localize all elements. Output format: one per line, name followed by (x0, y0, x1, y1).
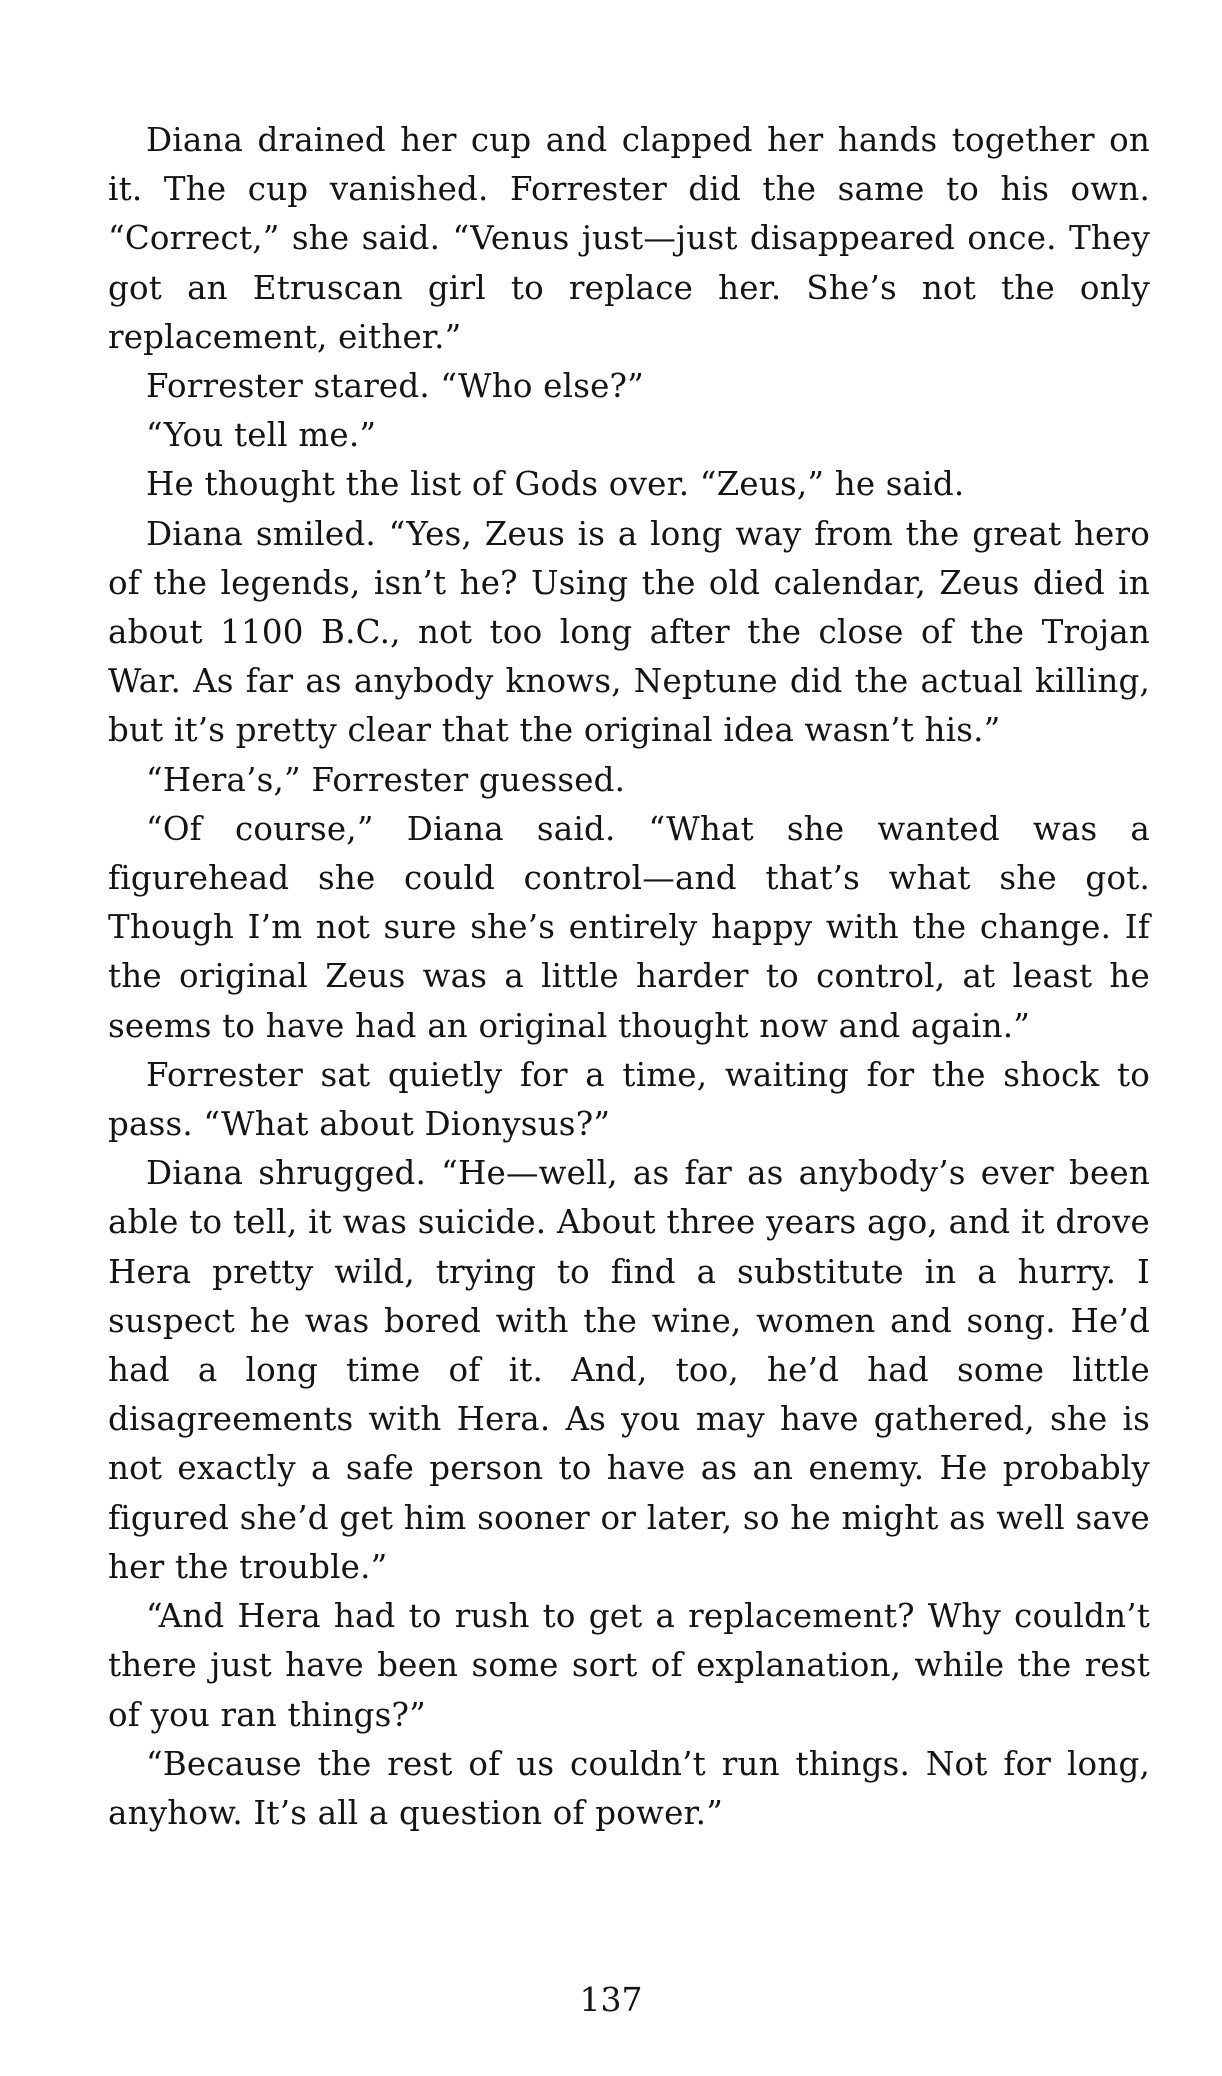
paragraph-9: Diana shrugged. “He—well, as far as anybody’s ever been able to tell, it was suicide. About three years ago, and it drove Hera pretty wild, trying to find a substitute in a hurry. I suspect he was bored with the wine, women and song. He’d had a long time of it. And, too, he’d had some little disagreements with Hera. As you may have gathered, she is not exactly a safe person to have as an enemy. He probably figured she’d get him sooner or later, so he might as well save her the trouble.” (108, 1154, 1150, 1586)
paragraph-7: “Of course,” Diana said. “What she wanted was a figurehead she could control—and that’s what she got. Though I’m not sure she’s entirely happy with the change. If the original Zeus was a little harder to control, at least he seems to have had an original thought now and again.” (108, 809, 1150, 1045)
paragraph-5: Diana smiled. “Yes, Zeus is a long way from the great hero of the legends, isn’t he? Using the old calendar, Zeus died in about 1100 B.C., not too long after the close of the Trojan War. As far as anybody knows, Neptune did the actual killing, but it’s pretty clear that the original idea wasn’t his.” (108, 514, 1150, 750)
paragraph-2: Forrester stared. “Who else?” (146, 367, 644, 406)
book-page (108, 116, 1150, 1838)
paragraph-11: “Because the rest of us couldn’t run things. Not for long, anyhow. It’s all a question of power.” (108, 1744, 1150, 1832)
paragraph-8: Forrester sat quietly for a time, waiting for the shock to pass. “What about Dionysus?” (108, 1055, 1150, 1144)
paragraph-1: Diana drained her cup and clapped her hands together on it. The cup vanished. Forrester did the same to his own. “Correct,” she said. “Venus just—just disappeared once. They got an Etruscan girl to replace her. She’s not the only replacement, either.” (108, 121, 1150, 356)
page-number: 137 (579, 1980, 643, 2019)
paragraph-3: “You tell me.” (146, 416, 377, 455)
paragraph-4: He thought the list of Gods over. “Zeus,” he said. (146, 465, 965, 504)
paragraph-6: “Hera’s,” Forrester guessed. (146, 760, 626, 799)
paragraph-10: “And Hera had to rush to get a replacement? Why couldn’t there just have been some sort of explanation, while the rest of you ran things?” (108, 1597, 1150, 1734)
